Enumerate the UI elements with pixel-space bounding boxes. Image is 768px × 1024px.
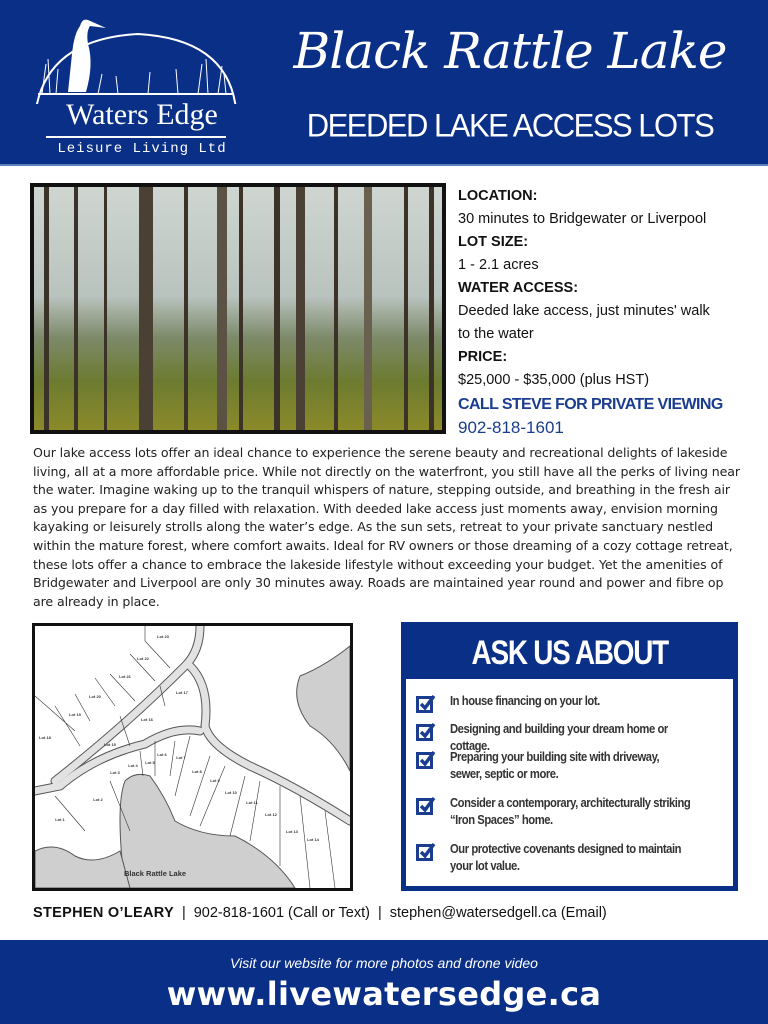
lot-map-drawing [35, 626, 350, 888]
lot-label: Lot 13 [286, 829, 298, 834]
ask-item: Consider a contemporary, architecturally striking “Iron Spaces” home. [416, 795, 731, 829]
heron-logo-icon [28, 14, 243, 104]
lot-size-value: 1 - 2.1 acres [458, 257, 539, 273]
lot-label: Lot 6 [157, 752, 167, 757]
description-paragraph: Our lake access lots offer an ideal chance to experience the serene beauty and recreational delights of lakeside living, all at a more affordable price. While not directly on the waterfront, you still have all the perks of living near the water. Imagine waking up to the tranquil whispers of nature, stepping outside, and breathing in the fresh air as you prepare for a day filled with relaxation. With deeded lake access just moments away, envision morning kayaking or leisurely strolls along the water’s edge. As the sun sets, retreat to your private sanctuary nestled within the mature forest, where comfort awaits. Ideal for RV owners or those dreaming of a cozy cottage retreat, these lots offer a chance to embrace the lakeside lifestyle without exceeding your budget. Yet the amenities of Bridgewater and Liverpool are only 30 minutes away. Roads are maintained year round and power and fibre op are already in place. [33, 445, 740, 609]
lot-label: Lot 16 [141, 717, 153, 722]
lot-label: Lot 18 [39, 735, 51, 740]
ask-item: In house financing on your lot. [416, 693, 731, 714]
page-title: Black Rattle Lake [293, 22, 727, 80]
lot-info-panel [458, 185, 758, 440]
lot-label: Lot 22 [137, 656, 149, 661]
checkbox-checked-icon [416, 750, 436, 770]
website-link[interactable]: www.livewatersedge.ca [166, 975, 602, 1013]
contact-line [33, 905, 753, 921]
page-subtitle: DEEDED LAKE ACCESS LOTS [306, 107, 714, 144]
contact-phone[interactable]: 902-818-1601 (Call or Text) [193, 905, 370, 921]
price-label: PRICE: [458, 349, 508, 365]
checkbox-checked-icon [416, 842, 436, 862]
logo-tagline: Leisure Living Ltd [57, 141, 227, 157]
lot-label: Lot 17 [176, 690, 188, 695]
lot-map [32, 623, 353, 891]
lot-label: Lot 10 [225, 790, 237, 795]
lot-label: Lot 21 [119, 674, 131, 679]
separator: | [377, 905, 382, 921]
water-access-line1: Deeded lake access, just minutes' walk [458, 303, 710, 319]
water-access-label: WATER ACCESS: [458, 280, 579, 296]
footer-banner [0, 940, 768, 1024]
lake-label: Black Rattle Lake [123, 869, 187, 878]
logo-divider [46, 136, 226, 138]
price-value: $25,000 - $35,000 (plus HST) [458, 372, 650, 388]
checkbox-checked-icon [416, 694, 436, 714]
lot-label: Lot 4 [128, 763, 138, 768]
lot-label: Lot 20 [89, 694, 101, 699]
header-banner [0, 0, 768, 166]
water-access-line2: to the water [458, 326, 534, 342]
lot-size-label: LOT SIZE: [458, 234, 529, 250]
forest-lake-photo [30, 183, 446, 434]
lot-label: Lot 23 [157, 634, 169, 639]
lot-label: Lot 1 [55, 817, 65, 822]
checkbox-checked-icon [416, 722, 436, 742]
phone-number[interactable]: 902-818-1601 [458, 418, 564, 437]
lot-label: Lot 2 [93, 797, 103, 802]
lot-label: Lot 7 [176, 755, 186, 760]
lot-label: Lot 5 [145, 760, 155, 765]
ask-us-title: ASK US ABOUT [404, 625, 735, 679]
separator: | [181, 905, 186, 921]
lot-label: Lot 14 [307, 837, 319, 842]
ask-item: Designing and building your dream home or cottage. [416, 721, 731, 755]
lot-label: Lot 3 [110, 770, 120, 775]
lot-label: Lot 12 [265, 812, 277, 817]
ask-item: Our protective covenants designed to maintain your lot value. [416, 841, 731, 875]
footer-tagline: Visit our website for more photos and drone video [230, 955, 538, 971]
lot-label: Lot 9 [210, 778, 220, 783]
call-to-action: CALL STEVE FOR PRIVATE VIEWING [458, 396, 723, 413]
waters-edge-logo [28, 14, 243, 157]
lot-label: Lot 11 [246, 800, 258, 805]
ask-item: Preparing your building site with driveway, sewer, septic or more. [416, 749, 731, 783]
contact-email[interactable]: stephen@watersedgell.ca (Email) [389, 905, 607, 921]
lot-label: Lot 15 [104, 742, 116, 747]
location-label: LOCATION: [458, 188, 538, 204]
location-value: 30 minutes to Bridgewater or Liverpool [458, 211, 707, 227]
lot-label: Lot 8 [192, 769, 202, 774]
ask-us-list [404, 679, 735, 888]
lot-label: Lot 19 [69, 712, 81, 717]
checkbox-checked-icon [416, 796, 436, 816]
logo-name: Waters Edge [66, 98, 218, 131]
ask-us-about-box [401, 622, 738, 891]
contact-name: STEPHEN O’LEARY [33, 905, 174, 921]
